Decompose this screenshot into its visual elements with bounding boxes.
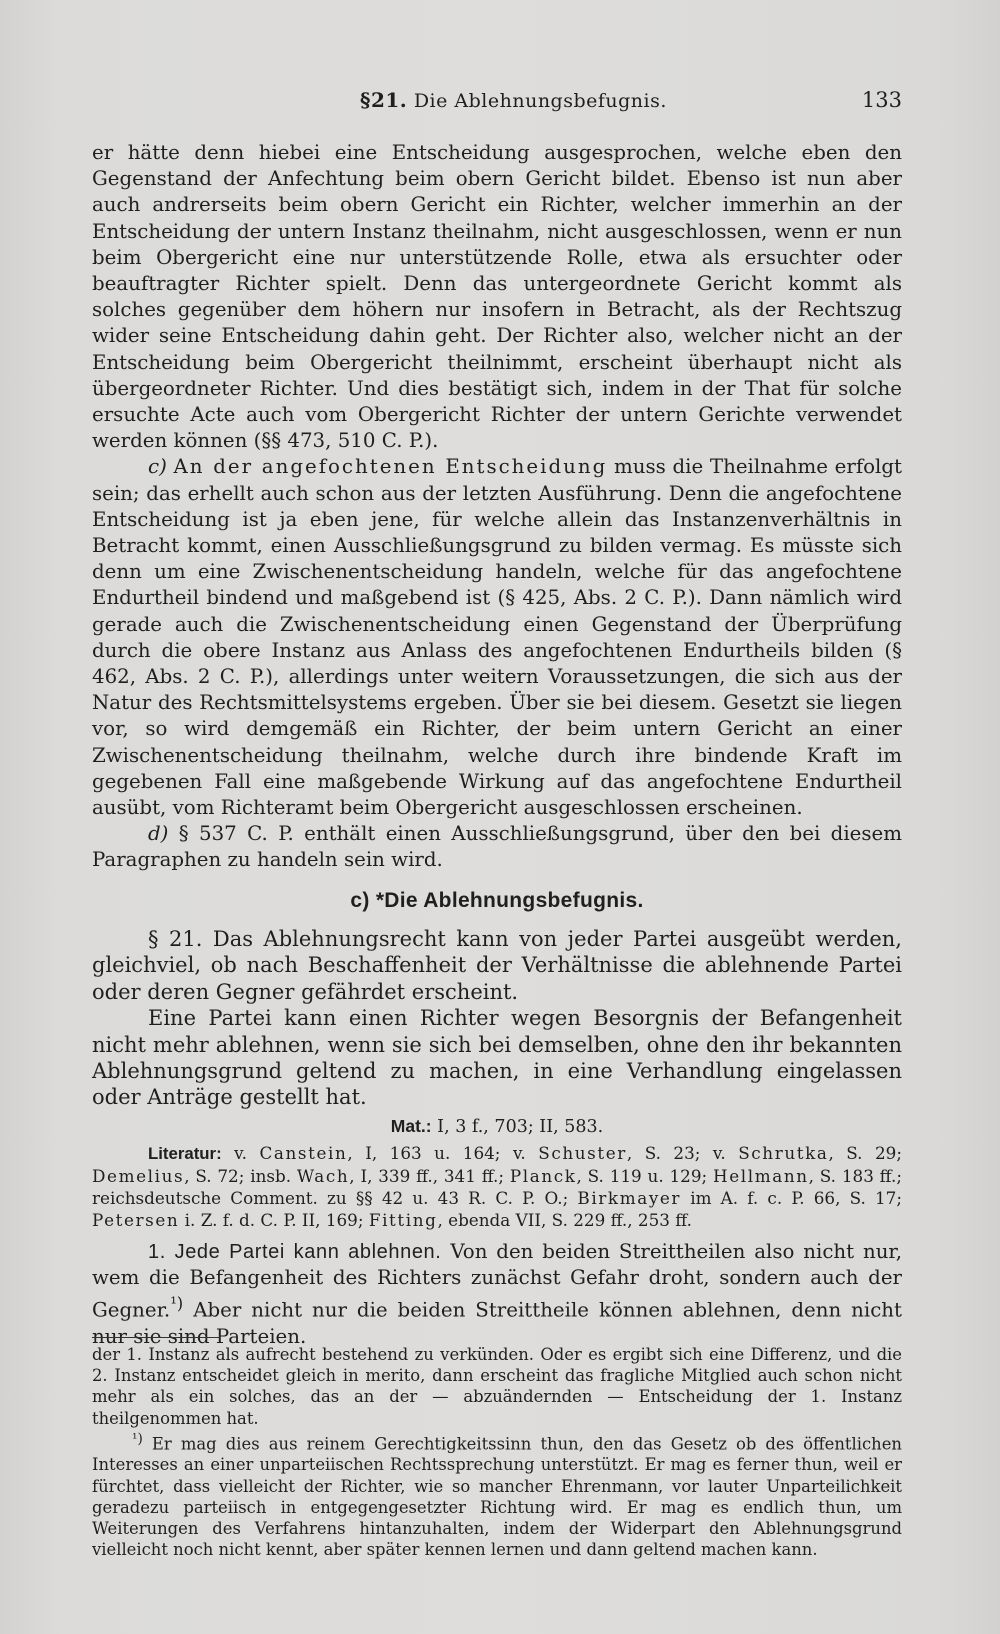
point-1-paragraph bbox=[92, 1239, 902, 1350]
literature-citation: i. Z. f. d. C. P. II, 169; bbox=[179, 1209, 369, 1230]
materials-line bbox=[92, 1113, 902, 1140]
literature-citation: , S. 183 ff.; reichsdeutsche Comment. zu §§ 42 u. 43 R. C. P. O.; bbox=[92, 1165, 902, 1208]
running-head-section bbox=[360, 88, 667, 112]
literature-citation: , I, 339 ff., 341 ff.; bbox=[349, 1165, 510, 1186]
footnote-continuation: der 1. Instanz als aufrecht bestehend zu verkünden. Oder es ergibt sich eine Differenz, und die 2. Instanz entscheidet gleich in merito, dann erscheint das fragliche Mitglied auch schon nicht mehr als ein solches, das an der — abzuändernden — Entscheidung der 1. Instanz theilgenommen hat. bbox=[92, 1345, 902, 1428]
paragraph-d-label: d) bbox=[148, 822, 169, 846]
literature-label: Literatur: bbox=[148, 1143, 222, 1163]
footnote-1-text: Er mag dies aus reinem Gerechtigkeitssinn thun, den das Gesetz ob des öffentlichen Interesses an einer unparteiischen Rechtssprechung unterstützt. Er mag es ferner thun, weil er fürchtet, dass vielleicht der Richter, wie so mancher Ehrenmann, vor lauter Unparteilichkeit geradezu parteiisch in entgegengesetzter Richtung wird. Er mag es endlich thun, um Weiterungen des Verfahrens hintanzuhalten, indem der Widerpart den Ablehnungsgrund vielleicht noch nicht kennt, aber später kennen lernen und dann geltend machen kann. bbox=[92, 1434, 902, 1560]
paragraph-d-text: § 537 C. P. enthält einen Ausschließungsgrund, über den bei diesem Paragraphen zu handeln sein wird. bbox=[92, 822, 902, 872]
literature-author: Canstein bbox=[259, 1142, 348, 1163]
paragraph-c-label: c) bbox=[148, 455, 167, 479]
paragraph-c-text: muss die Theilnahme erfolgt sein; das erhellt auch schon aus der letzten Ausführung. Denn die angefochtene Entscheidung ist ja eben jene, für welche allein das Instanzenverhältnis in Betracht kommt, einen Ausschließungsgrund zu bilden vermag. Es müsste sich denn um eine Zwischenentscheidung handeln, welche für das angefochtene Endurtheil bindend und maßgebend ist (§ 425, Abs. 2 C. P.). Dann nämlich wird gerade auch die Zwischenentscheidung einen Gegenstand der Überprüfung durch die obere Instanz aus Anlass des angefochtenen Endurtheils bilden (§ 462, Abs. 2 C. P.), allerdings unter weitern Voraussetzungen, die sich aus der Natur des Rechtsmittelsystems ergeben. Über sie bei diesem. Gesetzt sie liegen vor, so wird demgemäß ein Richter, der beim untern Gericht an einer Zwischenentscheidung theilnahm, welche durch ihre bindende Kraft im gegebenen Fall eine maßgebende Wirkung auf das angefochtene Endurtheil ausübt, vom Richteramt beim Obergericht ausgeschlossen erscheinen. bbox=[92, 455, 902, 820]
rule-21-paragraph-1 bbox=[92, 926, 902, 1005]
section-title: Die Ablehnungsbefugnis. bbox=[413, 90, 667, 112]
footnote-ref-1: ¹) bbox=[170, 1294, 184, 1314]
footnotes bbox=[92, 1344, 902, 1561]
literature-citation: , ebenda VII, S. 229 ff., 253 ff. bbox=[437, 1209, 692, 1230]
literature-paragraph bbox=[92, 1142, 902, 1231]
literature-citation: , S. 23; v. bbox=[626, 1142, 739, 1163]
footnote-rule bbox=[92, 1337, 220, 1338]
section-mark: §21. bbox=[360, 88, 408, 112]
literature-author: Planck bbox=[509, 1165, 577, 1186]
footnote-1 bbox=[92, 1429, 902, 1561]
literature-citation: , S. 72; insb. bbox=[184, 1165, 297, 1186]
paragraph-c bbox=[92, 454, 902, 821]
main-text bbox=[92, 140, 902, 1350]
rule-21-paragraph-2: Eine Partei kann einen Richter wegen Besorgnis der Befangenheit nicht mehr ablehnen, wenn sie sich bei demselben, ohne den ihr bekannten Ablehnungsgrund geltend zu machen, in eine Verhandlung eingelassen oder Anträge gestellt hat. bbox=[92, 1006, 902, 1110]
literature-citation: , I, 163 u. 164; v. bbox=[347, 1142, 539, 1163]
paragraph-d bbox=[92, 821, 902, 873]
materials-text: I, 3 f., 703; II, 583. bbox=[431, 1116, 604, 1137]
running-head bbox=[92, 88, 902, 116]
literature-author: Hellmann bbox=[713, 1165, 809, 1186]
footnote-1-mark: ¹) bbox=[132, 1430, 143, 1447]
section-heading: c) *Die Ablehnungsbefugnis. bbox=[350, 888, 644, 912]
rule-21-text-1: Das Ablehnungsrecht kann von jeder Partei ausgeübt werden, gleichviel, ob nach Beschaffenheit der Verhältnisse die ablehnende Partei oder deren Gegner gefährdet erscheint. bbox=[92, 926, 902, 1004]
literature-citation: v. bbox=[221, 1142, 260, 1163]
literature-citation: , S. 29; bbox=[828, 1142, 902, 1163]
materials-label: Mat.: bbox=[390, 1115, 432, 1136]
literature-author: Demelius bbox=[92, 1165, 185, 1186]
literature-author: Petersen bbox=[92, 1209, 180, 1230]
point-1-text-after: Aber nicht nur die beiden Streittheile können ablehnen, denn nicht nur sie sind Parteien. bbox=[92, 1298, 902, 1349]
page-number: 133 bbox=[861, 88, 902, 112]
literature-author: Fitting bbox=[368, 1209, 438, 1230]
rule-21-mark: § 21. bbox=[148, 926, 203, 951]
literature-citation: , S. 119 u. 129; bbox=[576, 1165, 713, 1186]
paragraph-c-emphasis: An der angefochtenen Entscheidung bbox=[173, 455, 608, 479]
literature-author: Birkmayer bbox=[577, 1187, 682, 1208]
literature-author: Schrutka bbox=[738, 1142, 829, 1163]
literature-author: Wach bbox=[296, 1165, 350, 1186]
literature-citation: im A. f. c. P. 66, S. 17; bbox=[681, 1187, 902, 1208]
paragraph-continuation: er hätte denn hiebei eine Entscheidung ausgesprochen, welche eben den Gegenstand der Anfechtung beim obern Gericht bildet. Ebenso ist nun aber auch andrerseits beim obern Gericht ein Richter, welcher immerhin an der Entscheidung der untern Instanz theilnahm, nicht ausgeschlossen, wenn er nun beim Obergericht eine nur unterstützende Rolle, etwa als ersuchter oder beauftragter Richter spielt. Denn das untergeordnete Gericht kommt als solches gegenüber dem höhern nur insofern in Betracht, als der Rechtszug wider seine Entscheidung dahin geht. Der Richter also, welcher nicht an der Entscheidung beim Obergericht theilnimmt, erscheint überhaupt nicht als übergeordneter Richter. Und dies bestätigt sich, indem in der That für solche ersuchte Acte auch vom Obergericht Richter der untern Gerichte verwendet werden können (§§ 473, 510 C. P.). bbox=[92, 141, 902, 453]
literature-author: Schuster bbox=[538, 1142, 627, 1163]
point-1-label: 1. Jede Partei kann ablehnen. bbox=[148, 1240, 442, 1263]
point-1-text: Von den beiden Streittheilen also nicht nur, wem die Befangenheit des Richters zunächst Gefahr droht, sondern auch der Gegner. bbox=[92, 1239, 903, 1322]
